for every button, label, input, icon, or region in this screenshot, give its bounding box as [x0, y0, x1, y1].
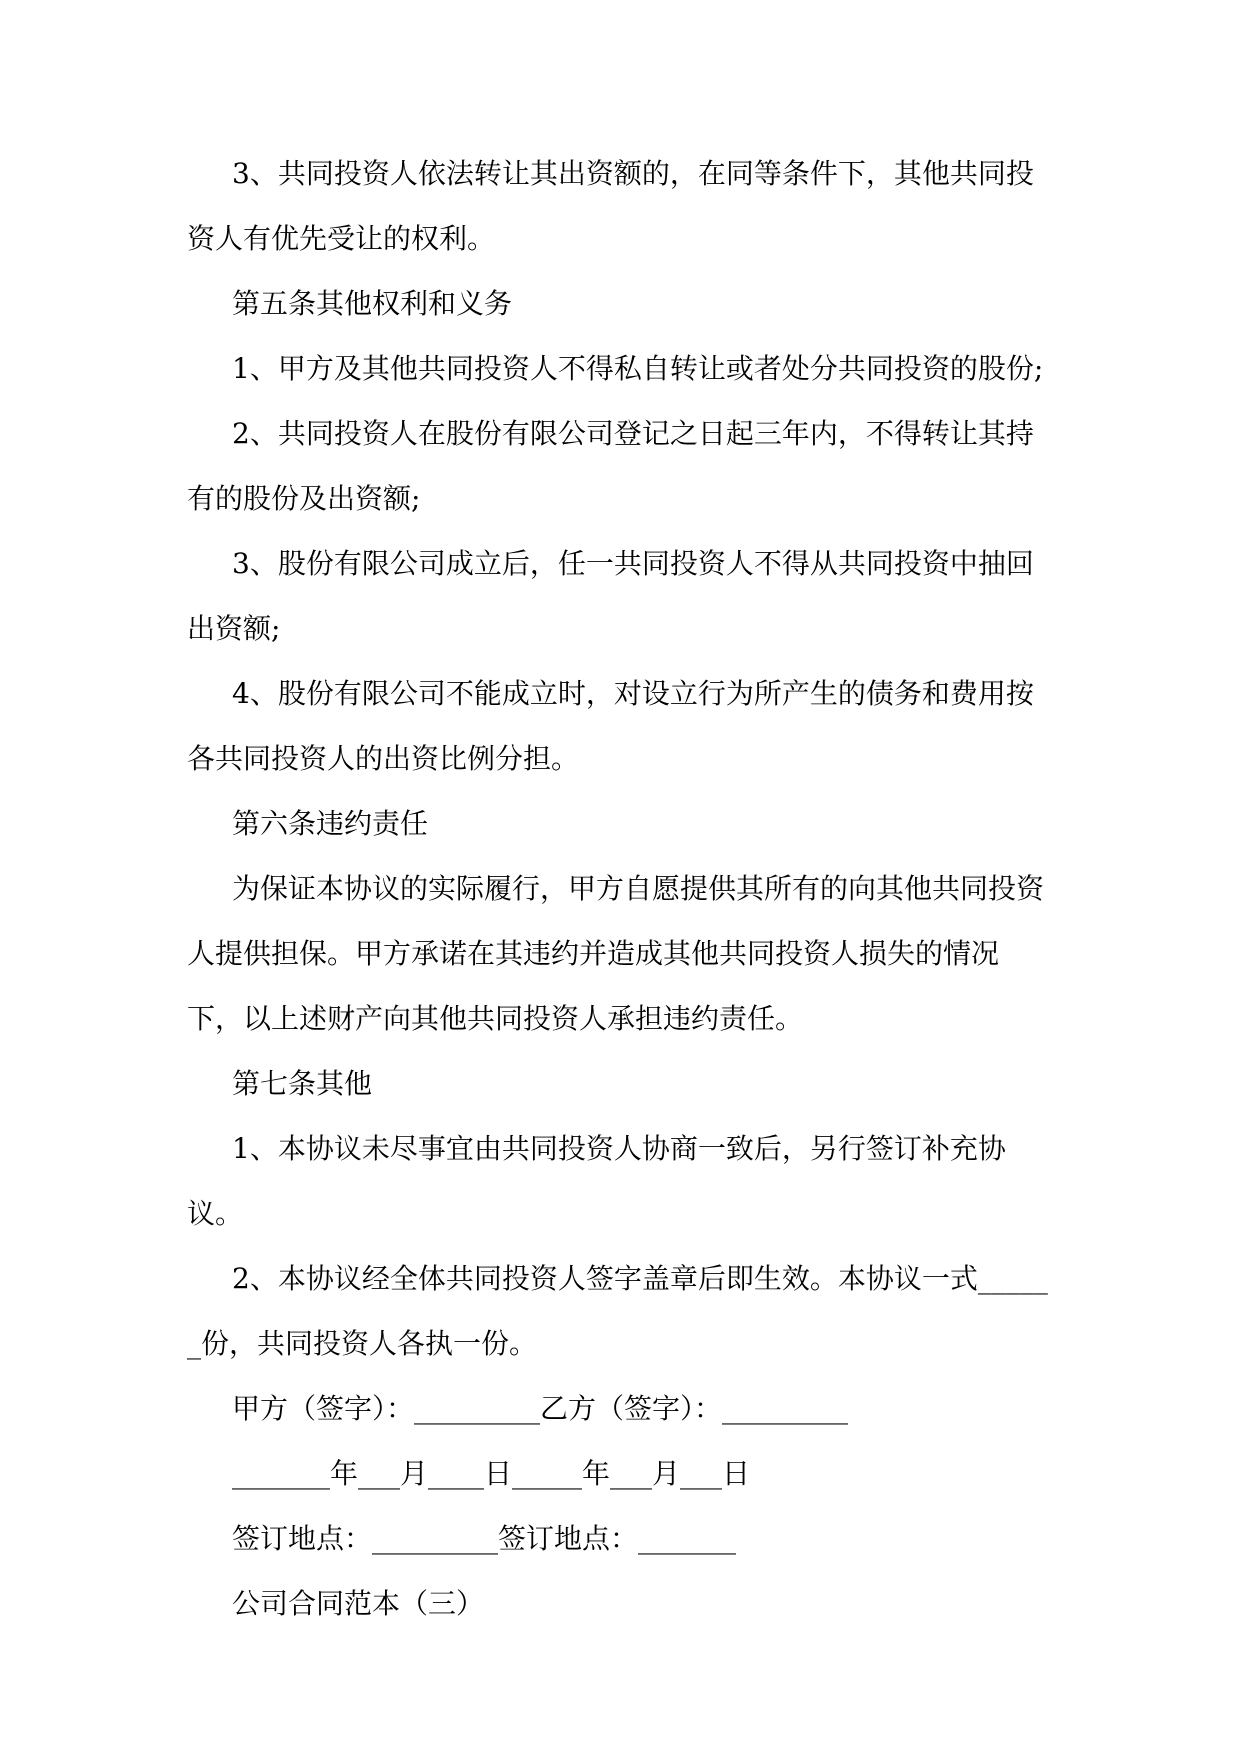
- clause-6-body: 为保证本协议的实际履行，甲方自愿提供其所有的向其他共同投资人提供担保。甲方承诺在其违约并造成其他共同投资人损失的情况下，以上述财产向其他共同投资人承担违约责任。: [187, 872, 1045, 1035]
- clause-6-heading: 第六条违约责任: [232, 807, 429, 840]
- next-section-title: 公司合同范本（三）: [232, 1587, 485, 1620]
- signature-line: 甲方（签字）：_________乙方（签字）：_________: [232, 1392, 849, 1425]
- document-body: [187, 141, 1053, 1636]
- clause-5-item-2: 2、共同投资人在股份有限公司登记之日起三年内，不得转让其持有的股份及出资额;: [187, 417, 1034, 515]
- date-line: _______年___月____日_____年___月___日: [232, 1457, 751, 1490]
- clause-5-heading: 第五条其他权利和义务: [232, 287, 513, 320]
- clause-5-item-4: 4、股份有限公司不能成立时，对设立行为所产生的债务和费用按各共同投资人的出资比例分担。: [187, 677, 1034, 775]
- clause-5-item-3: 3、股份有限公司成立后，任一共同投资人不得从共同投资中抽回出资额;: [187, 547, 1034, 645]
- clause-5-item-1: 1、甲方及其他共同投资人不得私自转让或者处分共同投资的股份;: [232, 352, 1044, 385]
- clause-7-item-2: 2、本协议经全体共同投资人签字盖章后即生效。本协议一式______份，共同投资人各执一份。: [187, 1262, 1048, 1360]
- signing-place-line: 签订地点：_________签订地点：_______: [232, 1522, 737, 1555]
- clause-7-item-1: 1、本协议未尽事宜由共同投资人协商一致后，另行签订补充协议。: [187, 1132, 1006, 1230]
- clause-4-item-3: 3、共同投资人依法转让其出资额的，在同等条件下，其他共同投资人有优先受让的权利。: [187, 157, 1034, 255]
- clause-7-heading: 第七条其他: [232, 1067, 373, 1100]
